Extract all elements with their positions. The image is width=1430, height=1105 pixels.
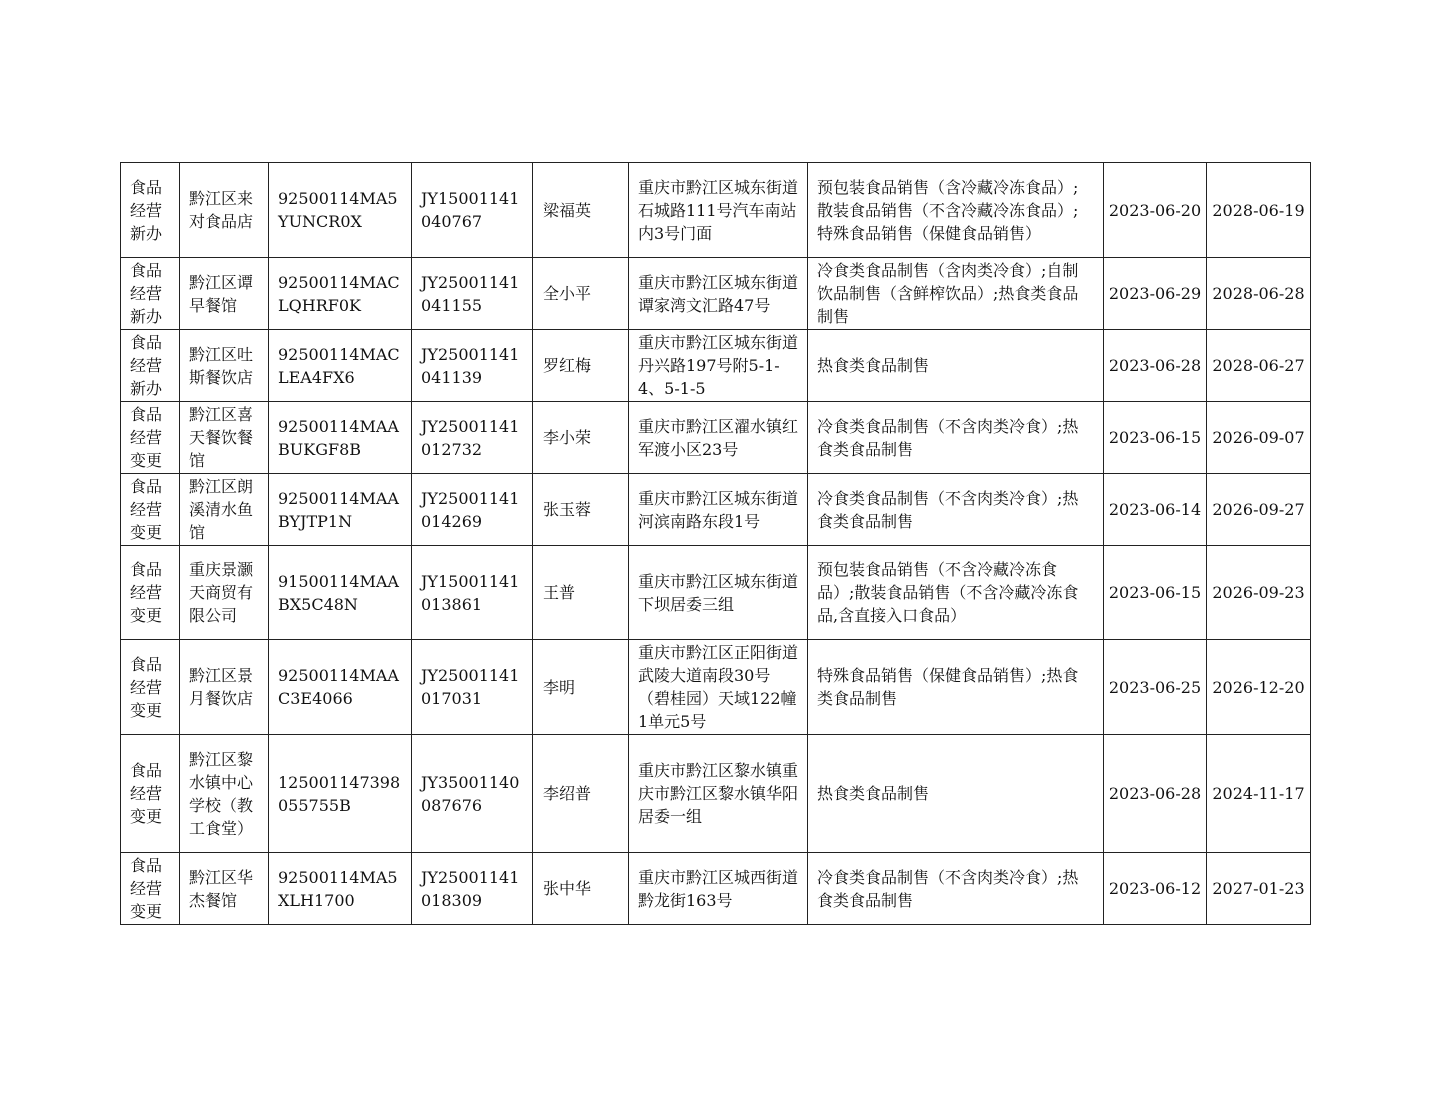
credit-code-cell: 91500114MAABX5C48N — [269, 546, 412, 640]
expiry-date-cell: 2026-12-20 — [1207, 640, 1311, 735]
business-name-cell: 黔江区华杰餐馆 — [180, 853, 269, 925]
license-number-cell: JY25001141041155 — [412, 258, 533, 330]
business-name-cell: 重庆景灏天商贸有限公司 — [180, 546, 269, 640]
table-row — [121, 640, 1311, 735]
legal-person-cell: 李小荣 — [533, 402, 629, 474]
credit-code-cell: 92500114MACLEA4FX6 — [269, 330, 412, 402]
business-name-cell: 黔江区谭早餐馆 — [180, 258, 269, 330]
credit-code-cell: 92500114MAABYJTP1N — [269, 474, 412, 546]
legal-person-cell: 全小平 — [533, 258, 629, 330]
business-name-cell: 黔江区景月餐饮店 — [180, 640, 269, 735]
table-row — [121, 258, 1311, 330]
address-cell: 重庆市黔江区城西街道黔龙街163号 — [629, 853, 808, 925]
business-scope-cell: 热食类食品制售 — [808, 735, 1104, 853]
issue-date-cell: 2023-06-12 — [1104, 853, 1207, 925]
license-table — [120, 162, 1311, 925]
expiry-date-cell: 2026-09-23 — [1207, 546, 1311, 640]
business-scope-cell: 预包装食品销售（不含冷藏冷冻食品）;散装食品销售（不含冷藏冷冻食品,含直接入口食品） — [808, 546, 1104, 640]
address-cell: 重庆市黔江区城东街道下坝居委三组 — [629, 546, 808, 640]
license-number-cell: JY15001141040767 — [412, 163, 533, 258]
issue-date-cell: 2023-06-28 — [1104, 330, 1207, 402]
business-scope-cell: 特殊食品销售（保健食品销售）;热食类食品制售 — [808, 640, 1104, 735]
issue-date-cell: 2023-06-15 — [1104, 546, 1207, 640]
issue-date-cell: 2023-06-15 — [1104, 402, 1207, 474]
expiry-date-cell: 2028-06-27 — [1207, 330, 1311, 402]
business-name-cell: 黔江区朗溪清水鱼馆 — [180, 474, 269, 546]
legal-person-cell: 罗红梅 — [533, 330, 629, 402]
address-cell: 重庆市黔江区城东街道石城路111号汽车南站内3号门面 — [629, 163, 808, 258]
table-row — [121, 474, 1311, 546]
license-number-cell: JY35001140087676 — [412, 735, 533, 853]
legal-person-cell: 李绍普 — [533, 735, 629, 853]
license-number-cell: JY15001141013861 — [412, 546, 533, 640]
table-row — [121, 330, 1311, 402]
expiry-date-cell: 2026-09-07 — [1207, 402, 1311, 474]
license-number-cell: JY25001141017031 — [412, 640, 533, 735]
issue-date-cell: 2023-06-14 — [1104, 474, 1207, 546]
address-cell: 重庆市黔江区正阳街道武陵大道南段30号（碧桂园）天域122幢1单元5号 — [629, 640, 808, 735]
issue-date-cell: 2023-06-25 — [1104, 640, 1207, 735]
business-name-cell: 黔江区喜天餐饮餐馆 — [180, 402, 269, 474]
expiry-date-cell: 2028-06-28 — [1207, 258, 1311, 330]
business-name-cell: 黔江区来对食品店 — [180, 163, 269, 258]
credit-code-cell: 92500114MA5XLH1700 — [269, 853, 412, 925]
legal-person-cell: 张玉蓉 — [533, 474, 629, 546]
category-cell: 食品经营变更 — [121, 735, 180, 853]
category-cell: 食品经营变更 — [121, 853, 180, 925]
business-scope-cell: 热食类食品制售 — [808, 330, 1104, 402]
credit-code-cell: 92500114MACLQHRF0K — [269, 258, 412, 330]
business-scope-cell: 冷食类食品制售（不含肉类冷食）;热食类食品制售 — [808, 402, 1104, 474]
address-cell: 重庆市黔江区城东街道河滨南路东段1号 — [629, 474, 808, 546]
license-number-cell: JY25001141014269 — [412, 474, 533, 546]
table-row — [121, 735, 1311, 853]
business-scope-cell: 冷食类食品制售（不含肉类冷食）;热食类食品制售 — [808, 474, 1104, 546]
credit-code-cell: 92500114MAABUKGF8B — [269, 402, 412, 474]
business-scope-cell: 冷食类食品制售（不含肉类冷食）;热食类食品制售 — [808, 853, 1104, 925]
credit-code-cell: 92500114MAAC3E4066 — [269, 640, 412, 735]
business-name-cell: 黔江区黎水镇中心学校（教工食堂） — [180, 735, 269, 853]
business-scope-cell: 冷食类食品制售（含肉类冷食）;自制饮品制售（含鲜榨饮品）;热食类食品制售 — [808, 258, 1104, 330]
address-cell: 重庆市黔江区黎水镇重庆市黔江区黎水镇华阳居委一组 — [629, 735, 808, 853]
license-number-cell: JY25001141041139 — [412, 330, 533, 402]
address-cell: 重庆市黔江区城东街道谭家湾文汇路47号 — [629, 258, 808, 330]
category-cell: 食品经营变更 — [121, 402, 180, 474]
legal-person-cell: 梁福英 — [533, 163, 629, 258]
license-number-cell: JY25001141018309 — [412, 853, 533, 925]
category-cell: 食品经营变更 — [121, 474, 180, 546]
address-cell: 重庆市黔江区城东街道丹兴路197号附5-1-4、5-1-5 — [629, 330, 808, 402]
issue-date-cell: 2023-06-20 — [1104, 163, 1207, 258]
credit-code-cell: 92500114MA5YUNCR0X — [269, 163, 412, 258]
credit-code-cell: 125001147398055755B — [269, 735, 412, 853]
expiry-date-cell: 2028-06-19 — [1207, 163, 1311, 258]
address-cell: 重庆市黔江区濯水镇红军渡小区23号 — [629, 402, 808, 474]
category-cell: 食品经营新办 — [121, 163, 180, 258]
expiry-date-cell: 2024-11-17 — [1207, 735, 1311, 853]
license-number-cell: JY25001141012732 — [412, 402, 533, 474]
table-row — [121, 853, 1311, 925]
issue-date-cell: 2023-06-29 — [1104, 258, 1207, 330]
legal-person-cell: 张中华 — [533, 853, 629, 925]
legal-person-cell: 李明 — [533, 640, 629, 735]
category-cell: 食品经营变更 — [121, 546, 180, 640]
legal-person-cell: 王普 — [533, 546, 629, 640]
table-row — [121, 163, 1311, 258]
category-cell: 食品经营变更 — [121, 640, 180, 735]
business-scope-cell: 预包装食品销售（含冷藏冷冻食品）;散装食品销售（不含冷藏冷冻食品）;特殊食品销售（保健食品销售） — [808, 163, 1104, 258]
table-row — [121, 402, 1311, 474]
category-cell: 食品经营新办 — [121, 258, 180, 330]
issue-date-cell: 2023-06-28 — [1104, 735, 1207, 853]
expiry-date-cell: 2026-09-27 — [1207, 474, 1311, 546]
table-row — [121, 546, 1311, 640]
category-cell: 食品经营新办 — [121, 330, 180, 402]
business-name-cell: 黔江区吐斯餐饮店 — [180, 330, 269, 402]
expiry-date-cell: 2027-01-23 — [1207, 853, 1311, 925]
